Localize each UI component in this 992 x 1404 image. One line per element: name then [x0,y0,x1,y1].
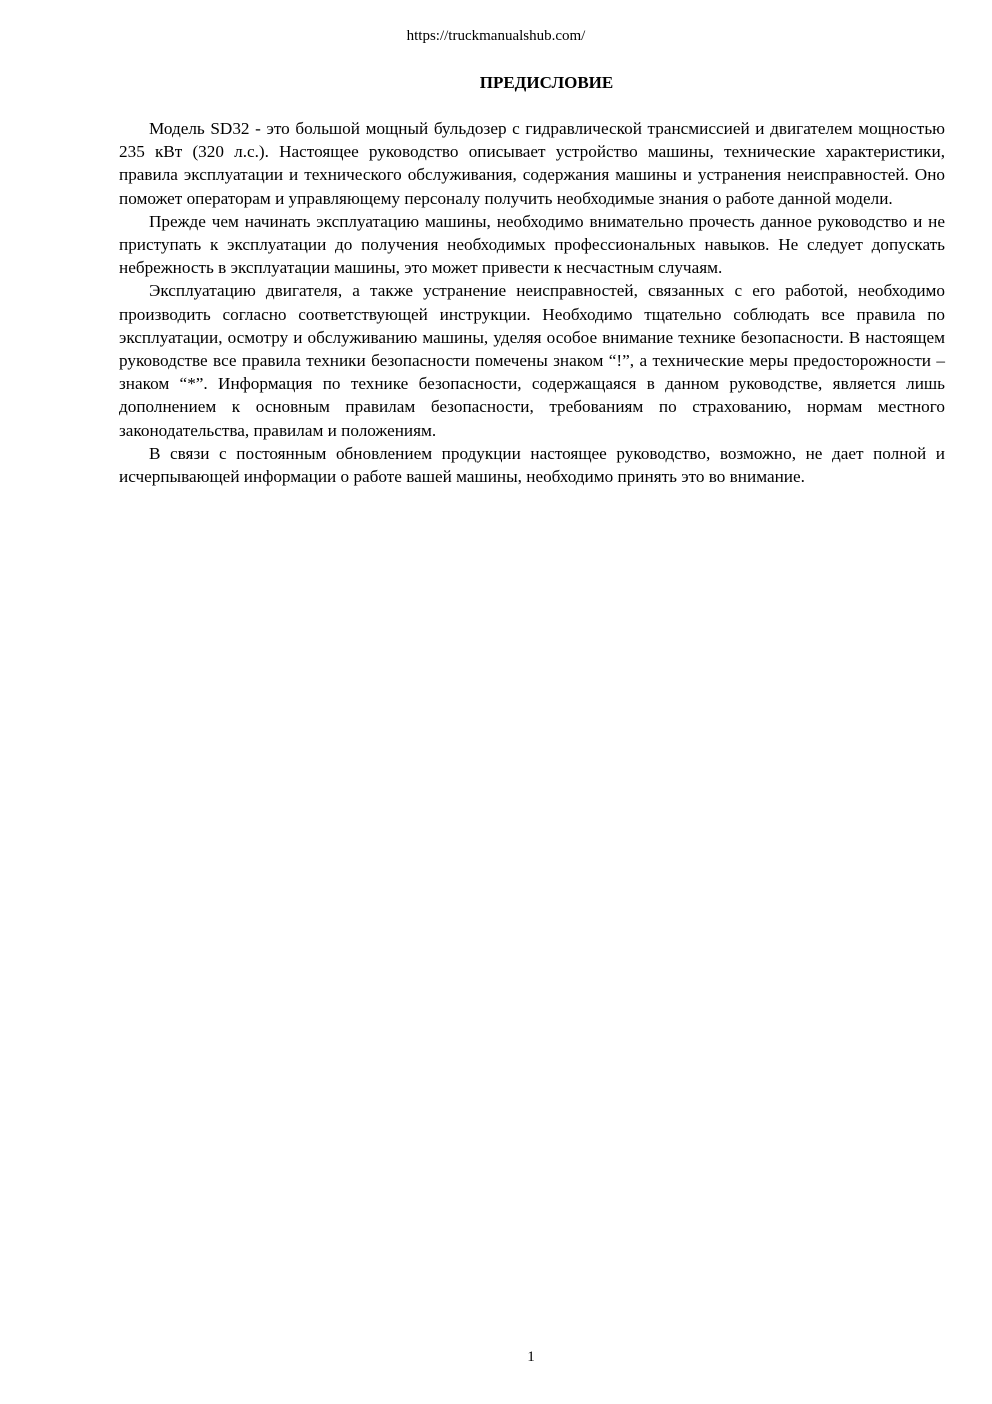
page-number: 1 [527,1349,535,1365]
page-title: ПРЕДИСЛОВИЕ [479,73,614,92]
paragraph-4: В связи с постоянным обновлением продукции настоящее руководство, возможно, не дает полной и исчерпывающей информации о работе вашей машины, необходимо принять это во внимание. [119,443,945,487]
paragraph-1: Модель SD32 - это большой мощный бульдозер с гидравлической трансмиссией и двигателем мощностью 235 кВт (320 л.с.). Настоящее руководство описывает устройство машины, технические характеристики, правила эксплуатации и технического обслуживания, содержания машины и устранения неисправностей. Оно поможет операторам и управляющему персоналу получить необходимые знания о работе данной модели. [119,119,945,208]
body-text [119,117,945,488]
header-url: https://truckmanualshub.com/ [406,28,586,44]
paragraph-3: Эксплуатацию двигателя, а также устранение неисправностей, связанных с его работой, необходимо производить согласно соответствующей инструкции. Необходимо тщательно соблюдать все правила по эксплуатации, осмотру и обслуживанию машины, уделяя особое внимание технике безопасности. В настоящем руководстве все правила техники безопасности помечены знаком “!”, а технические меры предосторожности – знаком “*”. Информация по технике безопасности, содержащаяся в данном руководстве, является лишь дополнением к основным правилам безопасности, требованиям по страхованию, нормам местного законодательства, правилам и положениям. [119,281,945,440]
paragraph-2: Прежде чем начинать эксплуатацию машины, необходимо внимательно прочесть данное руководство и не приступать к эксплуатации до получения необходимых профессиональных навыков. Не следует допускать небрежность в эксплуатации машины, это может привести к несчастным случаям. [119,211,945,278]
